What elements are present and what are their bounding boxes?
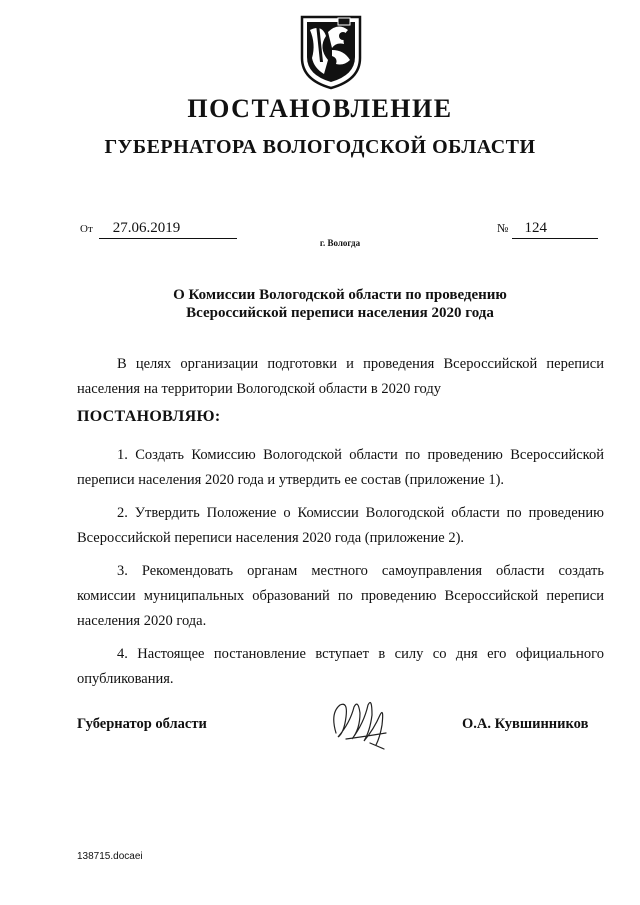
file-reference: 138715.docaei [77, 851, 143, 862]
signatory-position: Губернатор области [77, 716, 207, 732]
number-value: 124 [512, 220, 598, 239]
document-body [77, 352, 604, 700]
date-value: 27.06.2019 [99, 220, 237, 239]
handwritten-signature [326, 693, 396, 753]
document-date [80, 220, 237, 239]
preamble: В целях организации подготовки и проведения Всероссийской переписи населения на территории Вологодской области в 2020 году [77, 356, 604, 397]
document-issuer: ГУБЕРНАТОРА ВОЛОГОДСКОЙ ОБЛАСТИ [104, 136, 536, 158]
date-prefix: От [80, 223, 93, 235]
signatory-name: О.А. Кувшинников [462, 716, 589, 732]
issue-city: г. Вологда [319, 238, 361, 248]
heading-line-2: Всероссийской переписи населения 2020 года [186, 305, 494, 321]
document-title: ПОСТАНОВЛЕНИЕ [187, 94, 453, 123]
number-sign: № [497, 221, 509, 235]
list-item: 3. Рекомендовать органам местного самоуправления области создать комиссии муниципальных образований по проведению Всероссийской переписи населения 2020 года. [77, 563, 604, 629]
list-item: 1. Создать Комиссию Вологодской области по проведению Всероссийской переписи населения 2020 года и утвердить ее состав (приложение 1). [77, 447, 604, 488]
document-number [497, 220, 598, 239]
list-item: 2. Утвердить Положение о Комиссии Вологодской области по проведению Всероссийской переписи населения 2020 года (приложение 2). [77, 505, 604, 546]
list-item: 4. Настоящее постановление вступает в силу со дня его официального опубликования. [77, 646, 604, 687]
heading-line-1: О Комиссии Вологодской области по проведению [173, 287, 507, 303]
coat-of-arms-emblem [298, 14, 364, 90]
document-heading [0, 286, 640, 322]
decree-word: ПОСТАНОВЛЯЮ: [77, 408, 221, 425]
